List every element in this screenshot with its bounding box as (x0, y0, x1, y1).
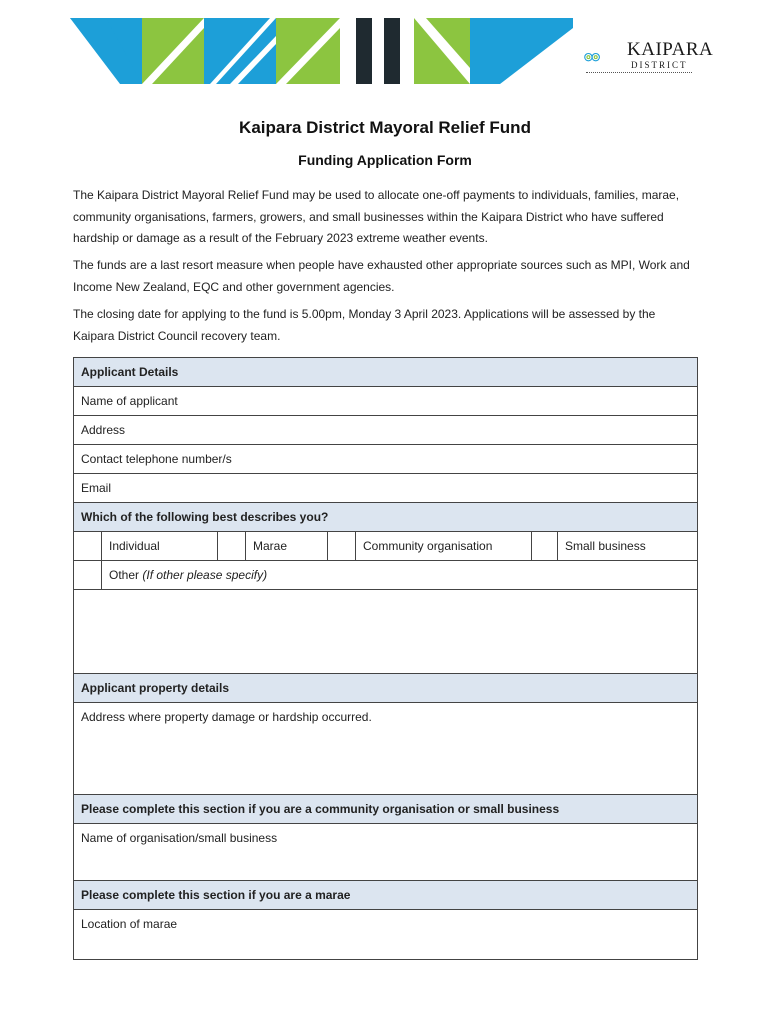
describes-heading: Which of the following best describes you? (74, 503, 698, 532)
other-label (102, 561, 698, 590)
logo-tagline (586, 72, 692, 75)
applicant-details-heading: Applicant Details (74, 358, 698, 387)
individual-label: Individual (102, 532, 218, 561)
logo-sub: DISTRICT (631, 60, 688, 70)
page-title: Kaipara District Mayoral Relief Fund (239, 118, 531, 137)
property-address-field[interactable]: Address where property damage or hardship occurred. (74, 703, 698, 795)
marae-location-field[interactable]: Location of marae (74, 910, 698, 960)
organisation-name-field[interactable]: Name of organisation/small business (74, 824, 698, 881)
other-label-text: Other (109, 568, 140, 582)
other-specify-field[interactable] (74, 590, 698, 674)
property-heading: Applicant property details (74, 674, 698, 703)
other-hint: (If other please specify) (142, 568, 268, 582)
page-subtitle: Funding Application Form (298, 152, 472, 168)
marae-checkbox[interactable] (218, 532, 246, 561)
other-checkbox[interactable] (74, 561, 102, 590)
marae-heading: Please complete this section if you are a marae (74, 881, 698, 910)
logo-word: KAIPARA (627, 39, 714, 60)
name-of-applicant-field[interactable]: Name of applicant (74, 387, 698, 416)
small-business-checkbox[interactable] (532, 532, 558, 561)
address-field[interactable]: Address (74, 416, 698, 445)
community-organisation-label: Community organisation (356, 532, 532, 561)
closing-date-paragraph: The closing date for applying to the fund is 5.00pm, Monday 3 April 2023. Applications will be assessed by the Kaipara District Council recovery team. (73, 307, 656, 343)
email-field[interactable]: Email (74, 474, 698, 503)
header-banner (70, 18, 573, 84)
organisation-heading: Please complete this section if you are a community organisation or small business (74, 795, 698, 824)
community-organisation-checkbox[interactable] (328, 532, 356, 561)
small-business-label: Small business (558, 532, 698, 561)
individual-checkbox[interactable] (74, 532, 102, 561)
intro-paragraph: The Kaipara District Mayoral Relief Fund may be used to allocate one-off payments to individuals, families, marae, community organisations, farmers, growers, and small businesses within the Kaipara District who have suffered hardship or damage as a result of the February 2023 extreme weather events. (73, 188, 680, 245)
sources-paragraph: The funds are a last resort measure when people have exhausted other appropriate sources such as MPI, Work and Income New Zealand, EQC and other government agencies. (73, 258, 690, 294)
application-form (73, 357, 698, 960)
marae-label: Marae (246, 532, 328, 561)
telephone-field[interactable]: Contact telephone number/s (74, 445, 698, 474)
